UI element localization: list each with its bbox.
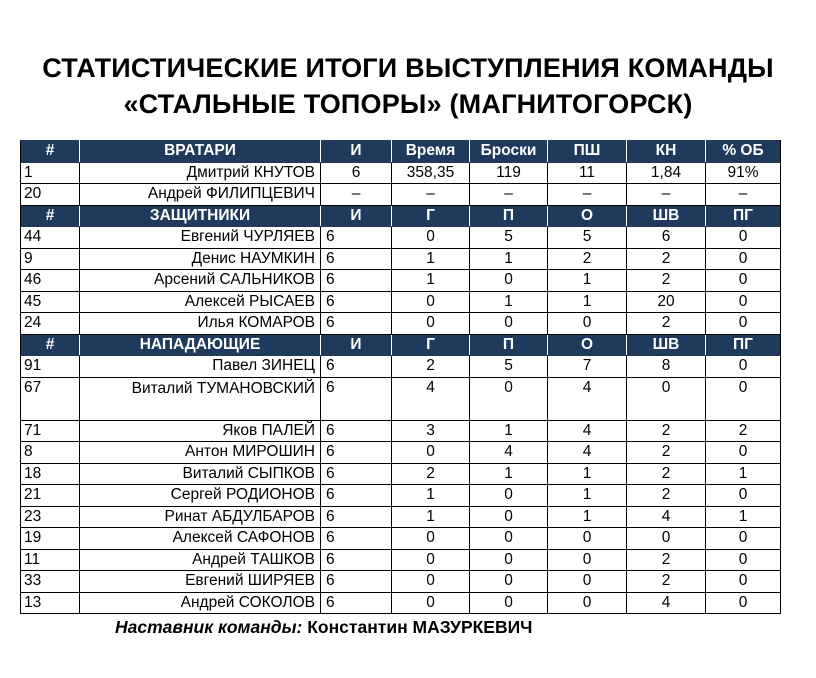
- cell-col4: 0: [392, 227, 470, 249]
- cell-col6: 4: [548, 377, 627, 420]
- defense-header-col8: ПГ: [706, 205, 781, 227]
- cell-col4: 0: [392, 571, 470, 593]
- cell-col6: 0: [548, 549, 627, 571]
- cell-col6: 4: [548, 420, 627, 442]
- cell-number: 67: [21, 377, 80, 420]
- goalies-header-number: #: [21, 141, 80, 163]
- cell-games: 6: [321, 356, 392, 378]
- cell-col4: 1: [392, 506, 470, 528]
- cell-number: 46: [21, 270, 80, 292]
- cell-col6: 1: [548, 463, 627, 485]
- cell-col8: 0: [706, 528, 781, 550]
- forwards-header-col6: О: [548, 334, 627, 356]
- cell-col7: 20: [627, 291, 706, 313]
- defense-header-col7: ШВ: [627, 205, 706, 227]
- cell-number: 71: [21, 420, 80, 442]
- cell-number: 23: [21, 506, 80, 528]
- cell-col8: 0: [706, 571, 781, 593]
- cell-name: Виталий ТУМАНОВСКИЙ: [80, 377, 321, 420]
- cell-number: 21: [21, 485, 80, 507]
- cell-name: Виталий СЫПКОВ: [80, 463, 321, 485]
- cell-col5: 0: [470, 270, 548, 292]
- goalies-header-col5: Броски: [470, 141, 548, 163]
- cell-col7: 4: [627, 592, 706, 614]
- cell-col5: 0: [470, 377, 548, 420]
- forwards-header-name: НАПАДАЮЩИЕ: [80, 334, 321, 356]
- stats-table: [20, 140, 781, 614]
- cell-col7: 2: [627, 270, 706, 292]
- cell-name: Дмитрий КНУТОВ: [80, 162, 321, 184]
- goalies-header-col7: КН: [627, 141, 706, 163]
- cell-number: 20: [21, 184, 80, 206]
- table-row: [21, 420, 781, 442]
- page-title-line-1: СТАТИСТИЧЕСКИЕ ИТОГИ ВЫСТУПЛЕНИЯ КОМАНДЫ: [42, 53, 774, 83]
- cell-col7: 4: [627, 506, 706, 528]
- cell-col7: 2: [627, 248, 706, 270]
- cell-col6: 4: [548, 442, 627, 464]
- goalies-header-col6: ПШ: [548, 141, 627, 163]
- defense-header-name: ЗАЩИТНИКИ: [80, 205, 321, 227]
- cell-col4: –: [392, 184, 470, 206]
- goalies-header-name: ВРАТАРИ: [80, 141, 321, 163]
- table-row: [21, 270, 781, 292]
- cell-col8: 0: [706, 377, 781, 420]
- cell-col6: 0: [548, 528, 627, 550]
- cell-games: 6: [321, 528, 392, 550]
- cell-col8: 0: [706, 485, 781, 507]
- defense-header-col6: О: [548, 205, 627, 227]
- cell-col5: 4: [470, 442, 548, 464]
- coach-name: Константин МАЗУРКЕВИЧ: [307, 617, 533, 637]
- cell-col6: 7: [548, 356, 627, 378]
- forwards-header-col7: ШВ: [627, 334, 706, 356]
- cell-games: 6: [321, 227, 392, 249]
- cell-col4: 358,35: [392, 162, 470, 184]
- defense-header-col4: Г: [392, 205, 470, 227]
- cell-col5: 1: [470, 291, 548, 313]
- cell-col4: 3: [392, 420, 470, 442]
- cell-col5: 5: [470, 356, 548, 378]
- defense-header-col5: П: [470, 205, 548, 227]
- cell-col8: 91%: [706, 162, 781, 184]
- cell-col5: –: [470, 184, 548, 206]
- cell-games: 6: [321, 162, 392, 184]
- table-row: [21, 592, 781, 614]
- cell-col4: 1: [392, 270, 470, 292]
- cell-number: 24: [21, 313, 80, 335]
- cell-col6: –: [548, 184, 627, 206]
- coach-label: Наставник команды:: [115, 617, 303, 637]
- cell-col5: 0: [470, 571, 548, 593]
- cell-col5: 1: [470, 420, 548, 442]
- cell-name: Алексей САФОНОВ: [80, 528, 321, 550]
- cell-col4: 4: [392, 377, 470, 420]
- cell-name: Сергей РОДИОНОВ: [80, 485, 321, 507]
- cell-games: 6: [321, 549, 392, 571]
- goalies-header-col4: Время: [392, 141, 470, 163]
- defense-header-number: #: [21, 205, 80, 227]
- cell-games: 6: [321, 313, 392, 335]
- goalies-header-games: И: [321, 141, 392, 163]
- table-row: [21, 291, 781, 313]
- cell-col5: 0: [470, 528, 548, 550]
- table-row: [21, 162, 781, 184]
- cell-col8: 2: [706, 420, 781, 442]
- cell-number: 18: [21, 463, 80, 485]
- cell-number: 1: [21, 162, 80, 184]
- goalies-header-col8: % ОБ: [706, 141, 781, 163]
- forwards-header-number: #: [21, 334, 80, 356]
- cell-name: Яков ПАЛЕЙ: [80, 420, 321, 442]
- cell-name: Андрей ТАШКОВ: [80, 549, 321, 571]
- table-row: [21, 227, 781, 249]
- cell-col7: 6: [627, 227, 706, 249]
- cell-name: Алексей РЫСАЕВ: [80, 291, 321, 313]
- cell-col4: 0: [392, 313, 470, 335]
- cell-col6: 0: [548, 571, 627, 593]
- cell-col7: 1,84: [627, 162, 706, 184]
- cell-col6: 11: [548, 162, 627, 184]
- table-row: [21, 377, 781, 420]
- cell-games: 6: [321, 270, 392, 292]
- cell-number: 13: [21, 592, 80, 614]
- cell-col5: 0: [470, 485, 548, 507]
- cell-name: Евгений ШИРЯЕВ: [80, 571, 321, 593]
- cell-col6: 1: [548, 270, 627, 292]
- cell-games: 6: [321, 506, 392, 528]
- cell-name: Андрей ФИЛИПЦЕВИЧ: [80, 184, 321, 206]
- cell-col4: 0: [392, 549, 470, 571]
- cell-name: Павел ЗИНЕЦ: [80, 356, 321, 378]
- cell-col5: 1: [470, 463, 548, 485]
- cell-col6: 2: [548, 248, 627, 270]
- cell-name: Ринат АБДУЛБАРОВ: [80, 506, 321, 528]
- cell-col8: 0: [706, 313, 781, 335]
- defense-header-games: И: [321, 205, 392, 227]
- table-row: [21, 506, 781, 528]
- cell-col7: 2: [627, 442, 706, 464]
- cell-col8: 0: [706, 270, 781, 292]
- cell-games: –: [321, 184, 392, 206]
- cell-col8: 0: [706, 227, 781, 249]
- cell-col7: 2: [627, 571, 706, 593]
- table-row: [21, 485, 781, 507]
- table-row: [21, 571, 781, 593]
- table-row: [21, 356, 781, 378]
- cell-col6: 1: [548, 506, 627, 528]
- cell-col6: 5: [548, 227, 627, 249]
- cell-col6: 1: [548, 485, 627, 507]
- cell-number: 8: [21, 442, 80, 464]
- cell-col7: 0: [627, 528, 706, 550]
- cell-number: 45: [21, 291, 80, 313]
- cell-col7: 2: [627, 463, 706, 485]
- cell-col8: 0: [706, 442, 781, 464]
- cell-name: Антон МИРОШИН: [80, 442, 321, 464]
- cell-games: 6: [321, 291, 392, 313]
- cell-col7: 2: [627, 485, 706, 507]
- cell-col8: 0: [706, 291, 781, 313]
- table-row: [21, 463, 781, 485]
- table-row: [21, 184, 781, 206]
- cell-col4: 2: [392, 356, 470, 378]
- table-row: [21, 248, 781, 270]
- cell-col4: 0: [392, 528, 470, 550]
- cell-col8: 1: [706, 463, 781, 485]
- cell-number: 33: [21, 571, 80, 593]
- table-row: [21, 549, 781, 571]
- cell-number: 11: [21, 549, 80, 571]
- cell-col5: 0: [470, 506, 548, 528]
- cell-col8: 1: [706, 506, 781, 528]
- cell-col7: 8: [627, 356, 706, 378]
- cell-games: 6: [321, 463, 392, 485]
- cell-col4: 0: [392, 291, 470, 313]
- table-row: [21, 528, 781, 550]
- cell-col4: 0: [392, 592, 470, 614]
- cell-col7: 2: [627, 313, 706, 335]
- coach-credit: [115, 617, 532, 638]
- cell-number: 91: [21, 356, 80, 378]
- cell-col4: 1: [392, 485, 470, 507]
- forwards-header-games: И: [321, 334, 392, 356]
- cell-col8: 0: [706, 592, 781, 614]
- cell-col7: –: [627, 184, 706, 206]
- cell-col5: 0: [470, 313, 548, 335]
- cell-name: Арсений САЛЬНИКОВ: [80, 270, 321, 292]
- cell-col6: 0: [548, 592, 627, 614]
- cell-col8: 0: [706, 549, 781, 571]
- cell-col8: –: [706, 184, 781, 206]
- cell-col6: 1: [548, 291, 627, 313]
- cell-col4: 1: [392, 248, 470, 270]
- cell-games: 6: [321, 420, 392, 442]
- cell-games: 6: [321, 248, 392, 270]
- cell-col4: 0: [392, 442, 470, 464]
- cell-games: 6: [321, 592, 392, 614]
- cell-col6: 0: [548, 313, 627, 335]
- cell-number: 44: [21, 227, 80, 249]
- cell-name: Илья КОМАРОВ: [80, 313, 321, 335]
- cell-games: 6: [321, 377, 392, 420]
- defense-header-row: [21, 205, 781, 227]
- cell-number: 9: [21, 248, 80, 270]
- cell-name: Евгений ЧУРЛЯЕВ: [80, 227, 321, 249]
- cell-games: 6: [321, 485, 392, 507]
- table-row: [21, 442, 781, 464]
- cell-col5: 0: [470, 592, 548, 614]
- cell-games: 6: [321, 571, 392, 593]
- cell-col7: 2: [627, 420, 706, 442]
- cell-col5: 1: [470, 248, 548, 270]
- cell-col4: 2: [392, 463, 470, 485]
- cell-col5: 119: [470, 162, 548, 184]
- cell-games: 6: [321, 442, 392, 464]
- cell-col5: 0: [470, 549, 548, 571]
- cell-col7: 2: [627, 549, 706, 571]
- stats-table-body: [21, 141, 781, 614]
- cell-name: Андрей СОКОЛОВ: [80, 592, 321, 614]
- forwards-header-col4: Г: [392, 334, 470, 356]
- cell-col5: 5: [470, 227, 548, 249]
- forwards-header-row: [21, 334, 781, 356]
- cell-name: Денис НАУМКИН: [80, 248, 321, 270]
- cell-col8: 0: [706, 248, 781, 270]
- table-row: [21, 313, 781, 335]
- cell-col7: 0: [627, 377, 706, 420]
- forwards-header-col8: ПГ: [706, 334, 781, 356]
- page-title-line-2: «СТАЛЬНЫЕ ТОПОРЫ» (МАГНИТОГОРСК): [123, 89, 693, 119]
- forwards-header-col5: П: [470, 334, 548, 356]
- goalies-header-row: [21, 141, 781, 163]
- cell-number: 19: [21, 528, 80, 550]
- cell-col8: 0: [706, 356, 781, 378]
